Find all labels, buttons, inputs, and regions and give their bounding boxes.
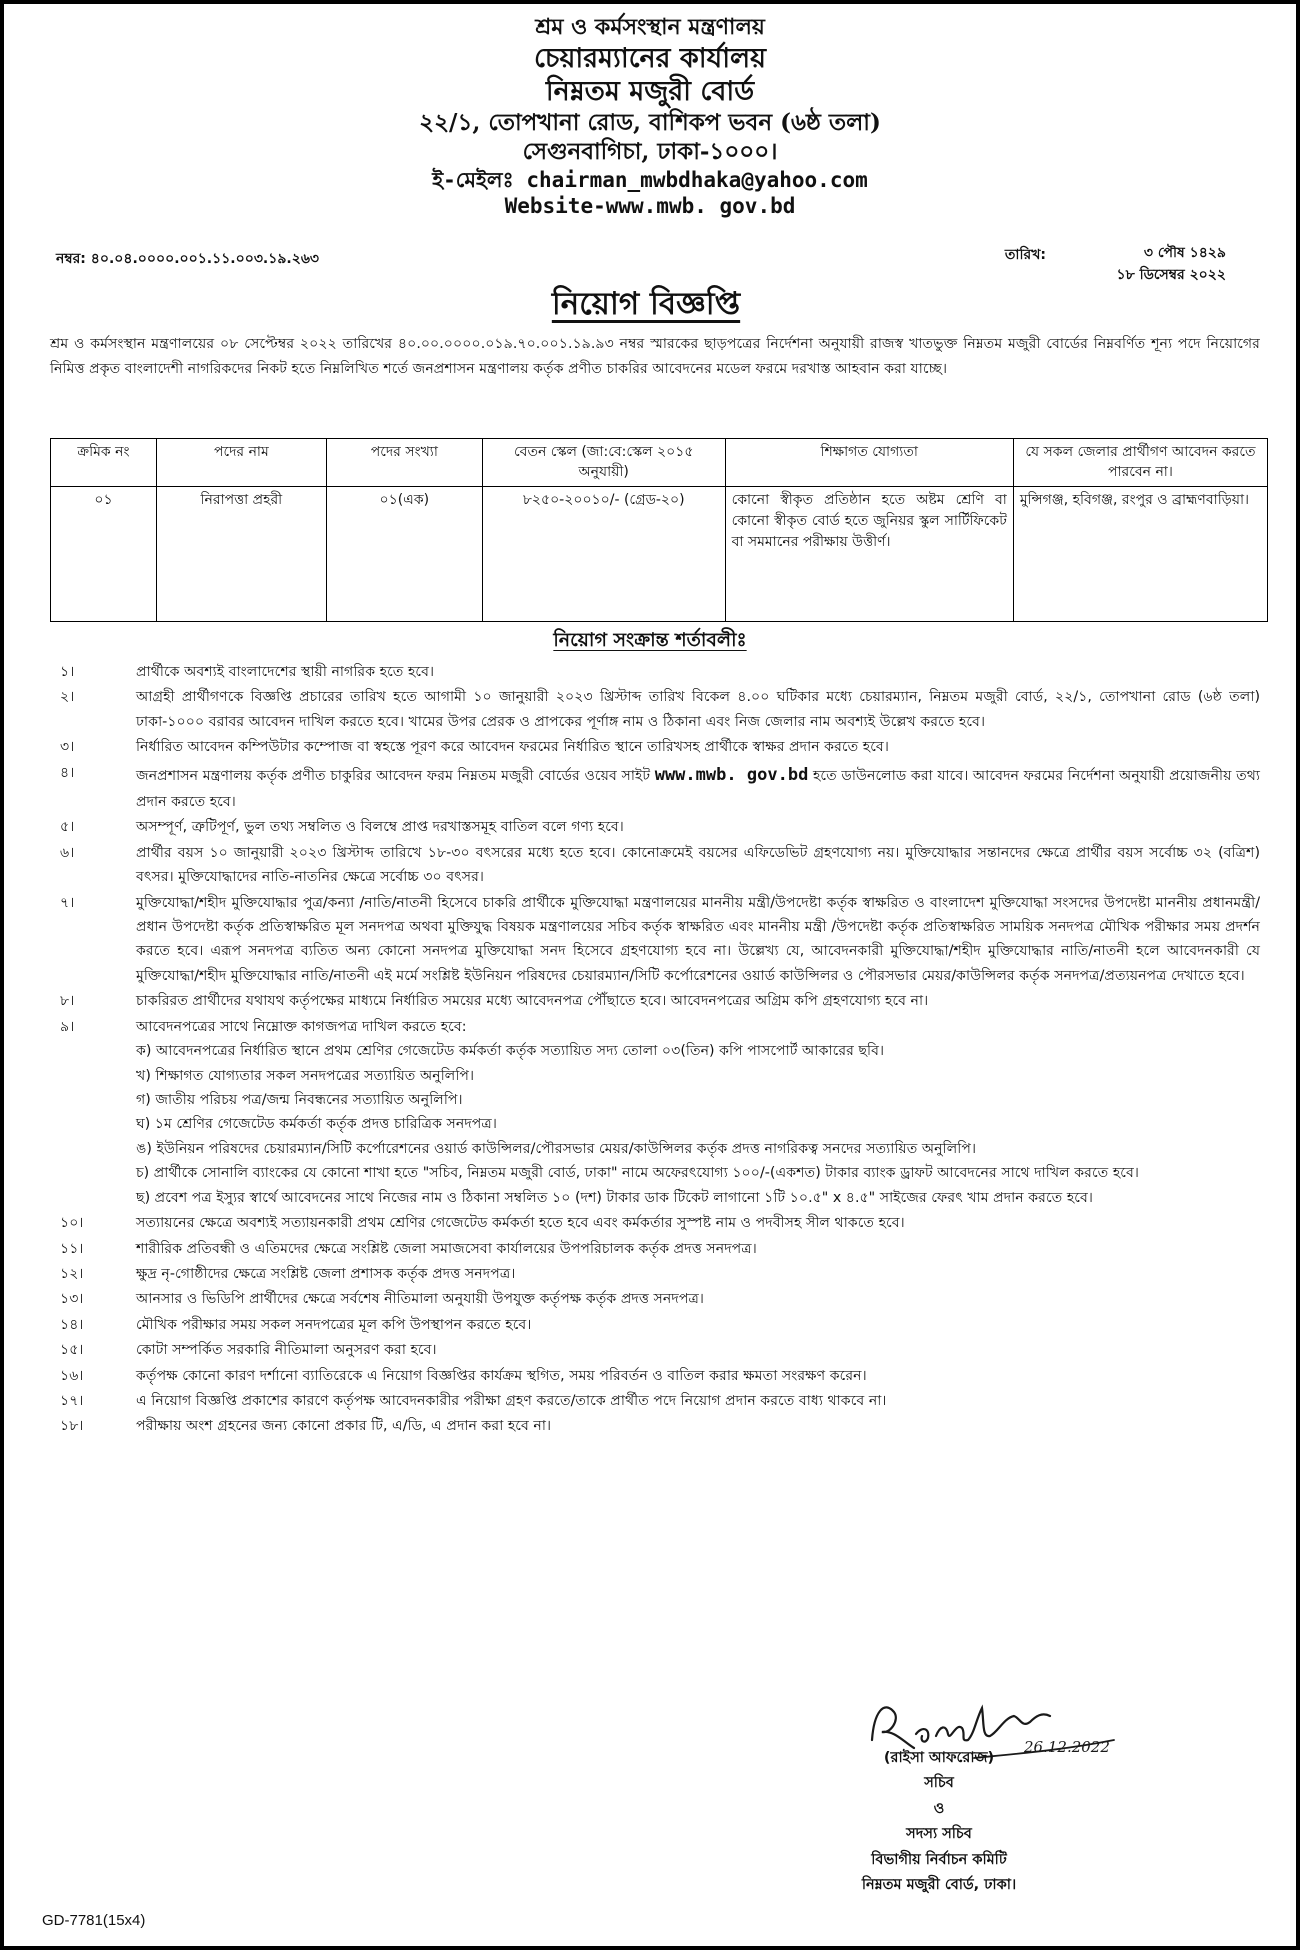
- cell-count: ০১(এক): [326, 486, 482, 621]
- signatory-name: (রাইসা আফরোজ): [883, 1750, 995, 1766]
- condition-item: [50, 1262, 1260, 1286]
- document-item-uma: ঙ) ইউনিয়ন পরিষদের চেয়ারম্যান/সিটি কর্পোরেশনের ওয়ার্ড কাউন্সিলর/পৌরসভার মেয়র/কাউন্সিলর কর্তৃক প্রদত্ত নাগরিকত্ব সনদের সত্যায়িত অনুলিপি।: [136, 1140, 977, 1157]
- conditions-heading: [4, 626, 1296, 658]
- header-post: পদের নাম: [156, 439, 326, 487]
- condition-text: আনসার ও ভিডিপি প্রার্থীদের ক্ষেত্রে সর্বশেষ নীতিমালা অনুযায়ী উপযুক্ত কর্তৃপক্ষ কর্তৃক প্রদত্ত সনদপত্র।: [136, 1291, 704, 1308]
- address-line-2: সেগুনবাগিচা, ঢাকা-১০০০।: [522, 137, 778, 165]
- conditions-title: নিয়োগ সংক্রান্ত শর্তাবলীঃ: [553, 629, 747, 651]
- condition-item: [50, 1313, 1260, 1337]
- table-row: [51, 486, 1268, 621]
- condition-item: [50, 989, 1260, 1013]
- condition-item: [50, 1364, 1260, 1388]
- cell-post: নিরাপত্তা প্রহরী: [156, 486, 326, 621]
- date-english: ১৮ ডিসেম্বর ২০২২: [1116, 266, 1226, 283]
- condition-item: [50, 1237, 1260, 1261]
- gd-code: GD-7781(15x4): [42, 1912, 146, 1929]
- condition-text: প্রার্থীর বয়স ১০ জানুয়ারী ২০২৩ খ্রিস্টাব্দ তারিখে ১৮-৩০ বৎসরের মধ্যে হতে হবে। কোনোক্রমেই বয়সের এফিডেভিট গ্রহণযোগ্য নয়। মুক্তিযোদ্ধার সন্তানদের ক্ষেত্রে প্রার্থীর বয়স সর্বোচ্চ ৩২ (বত্রিশ) বৎসর। মুক্তিযোদ্ধাদের নাতি-নাতনির ক্ষেত্রে সর্বোচ্চ ৩০ বৎসর।: [136, 844, 1260, 886]
- condition-text: কোটা সম্পর্কিত সরকারি নীতিমালা অনুসরণ করা হবে।: [136, 1342, 437, 1359]
- condition-number: ১১।: [60, 1240, 84, 1257]
- condition-text: আগ্রহী প্রার্থীগণকে বিজ্ঞপ্তি প্রচারের তারিখ হতে আগামী ১০ জানুয়ারী ২০২৩ খ্রিস্টাব্দ তারিখ বিকেল ৪.০০ ঘটিকার মধ্যে চেয়ারম্যান, নিম্নতম মজুরী বোর্ড, ২২/১, তোপখানা রোড (৬ষ্ঠ তলা) ঢাকা-১০০০ বরাবর আবেদন দাখিল করতে হবে। খামের উপর প্রেরক ও প্রাপকের পূর্ণাঙ্গ নাম ও ঠিকানা এবং নিজ জেলার নাম অবশ্যই উল্লেখ করতে হবে।: [136, 689, 1260, 730]
- condition-number: ১৮।: [60, 1418, 84, 1435]
- condition-number: ৭।: [60, 894, 75, 911]
- document-item-kha: খ) শিক্ষাগত যোগ্যতার সকল সনদপত্রের সত্যায়িত অনুলিপি।: [136, 1067, 475, 1084]
- document-item-ka: ক) আবেদনপত্রের নির্ধারিত স্থানে প্রথম শ্রেণির গেজেটেড কর্মকর্তা কর্তৃক সত্যায়িত সদ্য তোলা ০৩(তিন) কপি পাসপোর্ট আকারের ছবি।: [136, 1043, 885, 1060]
- document-item-chha: ছ) প্রবেশ পত্র ইস্যুর স্বার্থে আবেদনের সাথে নিজের নাম ও ঠিকানা সম্বলিত ১০ (দশ) টাকার ডাক টিকেট লাগানো ১টি ১০.৫" x ৪.৫" সাইজের ফেরৎ খাম প্রদান করতে হবে।: [136, 1189, 1093, 1206]
- condition-number: ১৫।: [60, 1342, 84, 1359]
- condition-number: ৩।: [60, 739, 75, 756]
- signatory-board: নিম্নতম মজুরী বোর্ড, ঢাকা।: [861, 1876, 1017, 1893]
- letterhead: [4, 4, 1296, 219]
- condition-item: [50, 1389, 1260, 1413]
- condition-number: ১।: [60, 664, 75, 680]
- condition-text: হতে ডাউনলোড করা যাবে। আবেদন ফরমের নির্দেশনা অনুযায়ী প্রয়োজনীয় তথ্য প্রদান করতে হবে।: [136, 767, 1261, 810]
- date-bangla: ৩ পৌষ ১৪২৯: [1143, 245, 1226, 261]
- condition-text: চাকরিরত প্রার্থীদের যথাযথ কর্তৃপক্ষের মাধ্যমে নির্ধারিত সময়ের মধ্যে আবেদনপত্র পৌঁছাতে হবে। আবেদনপত্রের অগ্রিম কপি গ্রহণযোগ্য হবে না।: [136, 993, 929, 1010]
- header-count: পদের সংখ্যা: [326, 439, 482, 487]
- signature-date: 26.12.2022: [1024, 1738, 1110, 1756]
- condition-item: [50, 735, 1260, 759]
- title-box: [542, 280, 750, 326]
- condition-number: ১০।: [60, 1215, 84, 1232]
- document-item-ga: গ) জাতীয় পরিচয় পত্র/জন্ম নিবন্ধনের সত্যায়িত অনুলিপি।: [136, 1091, 463, 1108]
- condition-item: [50, 891, 1260, 989]
- signatory-and: ও: [933, 1800, 945, 1817]
- cell-scale: ৮২৫০-২০০১০/- (গ্রেড-২০): [482, 486, 725, 621]
- condition-number: ১২।: [60, 1265, 84, 1282]
- cell-serial: ০১: [51, 486, 157, 621]
- date-label: তারিখ:: [1004, 247, 1046, 263]
- condition-text: জনপ্রশাসন মন্ত্রণালয় কর্তৃক প্রণীত চাকুরির আবেদন ফরম নিম্নতম মজুরী বোর্ডের ওয়েব সাইট: [136, 767, 651, 784]
- condition-text: পরীক্ষায় অংশ গ্রহনের জন্য কোনো প্রকার টি, এ/ডি, এ প্রদান করা হবে না।: [136, 1418, 552, 1435]
- condition-text: এ নিয়োগ বিজ্ঞপ্তি প্রকাশের কারণে কর্তৃপক্ষ আবেদনকারীর পরীক্ষা গ্রহণ করতে/তাকে প্রার্থীত পদে নিয়োগ প্রদান করতে বাধ্য থাকবে না।: [136, 1393, 887, 1410]
- signatory-member: সদস্য সচিব: [906, 1826, 972, 1843]
- board-name: নিম্নতম মজুরী বোর্ড: [545, 76, 755, 108]
- condition-number: ১৩।: [60, 1291, 84, 1308]
- condition-item: [50, 841, 1260, 890]
- office-name: চেয়ারম্যানের কার্যালয়: [533, 42, 767, 74]
- condition-number: ৬।: [60, 844, 75, 861]
- cell-districts: মুন্সিগঞ্জ, হবিগঞ্জ, রংপুর ও ব্রাহ্মণবাড়িয়া।: [1013, 486, 1267, 621]
- condition-item: [50, 815, 1260, 839]
- email-line: ই-মেইলঃ chairman_mwbdhaka@yahoo.com: [432, 167, 868, 192]
- condition-text: আবেদনপত্রের সাথে নিম্নোক্ত কাগজপত্র দাখিল করতে হবে:: [136, 1018, 467, 1035]
- condition-text: শারীরিক প্রতিবন্ধী ও এতিমদের ক্ষেত্রে সংশ্লিষ্ট জেলা সমাজসেবা কার্যালয়ের উপপরিচালক কর্তৃক প্রদত্ত সনদপত্র।: [136, 1240, 757, 1257]
- condition-item: [50, 1015, 1260, 1210]
- condition-text: অসম্পূর্ণ, ত্রুটিপূর্ণ, ভুল তথ্য সম্বলিত ও বিলম্বে প্রাপ্ত দরখাস্তসমূহ বাতিল বলে গণ্য হবে।: [136, 819, 624, 836]
- condition-number: ১৪।: [60, 1316, 84, 1333]
- signatory-designation: সচিব: [924, 1775, 954, 1792]
- website-url: www.mwb. gov.bd: [654, 764, 809, 785]
- document-item-gha: ঘ) ১ম শ্রেণির গেজেটেড কর্মকর্তা কর্তৃক প্রদত্ত চারিত্রিক সনদপত্র।: [136, 1116, 497, 1133]
- condition-number: ৮।: [60, 993, 75, 1010]
- condition-number: ১৭।: [60, 1393, 84, 1410]
- cell-education: কোনো স্বীকৃত প্রতিষ্ঠান হতে অষ্টম শ্রেণি বা কোনো স্বীকৃত বোর্ড হতে জুনিয়র স্কুল সার্টিফিকেট বা সমমানের পরীক্ষায় উত্তীর্ণ।: [725, 486, 1013, 621]
- condition-text: ক্ষুদ্র নৃ-গোষ্ঠীদের ক্ষেত্রে সংশ্লিষ্ট জেলা প্রশাসক কর্তৃক প্রদত্ত সনদপত্র।: [136, 1265, 516, 1282]
- condition-item: [50, 1287, 1260, 1311]
- signatory-committee: বিভাগীয় নির্বাচন কমিটি: [871, 1851, 1007, 1868]
- header-serial: ক্রমিক নং: [51, 439, 157, 487]
- header-districts: যে সকল জেলার প্রার্থীগণ আবেদন করতে পারবেন না।: [1013, 439, 1267, 487]
- conditions-list: [50, 660, 1260, 1440]
- condition-number: ৯।: [60, 1018, 75, 1035]
- condition-number: ৪।: [60, 764, 75, 781]
- intro-paragraph: শ্রম ও কর্মসংস্থান মন্ত্রণালয়ের ০৮ সেপ্টেম্বর ২০২২ তারিখের ৪০.০০.০০০০.০১৯.৭০.০০১.১৯.৯৩ নম্বর স্মারকের ছাড়পত্রের নির্দেশনা অনুযায়ী রাজস্ব খাতভুক্ত নিম্নতম মজুরী বোর্ডের নিম্নবর্ণিত শূন্য পদে নিয়োগের নিমিত্ত প্রকৃত বাংলাদেশী নাগরিকদের নিকট হতে নিম্নলিখিত শর্তে জনপ্রশাসন মন্ত্রণালয় কর্তৃক প্রণীত চাকরির আবেদনের মডেল ফরমে দরখাস্ত আহবান করা যাচ্ছে।: [50, 336, 1260, 377]
- signatory-block: [774, 1684, 1104, 1898]
- condition-text: নির্ধারিত আবেদন কম্পিউটার কম্পোজ বা স্বহস্তে পূরণ করে আবেদন ফরমের নির্ধারিত স্থানে তারিখসহ প্রার্থীকে স্বাক্ষর প্রদান করতে হবে।: [136, 739, 889, 756]
- memo-number: নম্বর: ৪০.০৪.০০০০.০০১.১১.০০৩.১৯.২৬৩: [56, 251, 320, 267]
- condition-item: [50, 1338, 1260, 1362]
- memo-date: [1117, 243, 1226, 286]
- condition-item: [50, 1211, 1260, 1235]
- condition-item: [50, 1414, 1260, 1438]
- condition-item: [50, 660, 1260, 684]
- document-item-cha: চ) প্রার্থীকে সোনালি ব্যাংকের যে কোনো শাখা হতে "সচিব, নিম্নতম মজুরী বোর্ড, ঢাকা" নামে অফেরৎযোগ্য ১০০/-(একশত) টাকার ব্যাংক ড্রাফট আবেদনের সাথে দাখিল করতে হবে।: [136, 1165, 1139, 1182]
- header-scale: বেতন স্কেল (জা:বে:স্কেল ২০১৫ অনুযায়ী): [482, 439, 725, 487]
- vacancy-table: [50, 438, 1268, 622]
- condition-text: সত্যায়নের ক্ষেত্রে অবশ্যই সত্যায়নকারী প্রথম শ্রেণির গেজেটেড কর্মকর্তা হতে হবে এবং কর্মকর্তার সুস্পষ্ট নাম ও পদবীসহ সীল থাকতে হবে।: [136, 1215, 905, 1232]
- condition-item: [50, 685, 1260, 734]
- condition-text: মৌখিক পরীক্ষার সময় সকল সনদপত্রের মূল কপি উপস্থাপন করতে হবে।: [136, 1316, 532, 1333]
- table-header-row: [51, 439, 1268, 487]
- condition-number: ২।: [60, 689, 75, 706]
- condition-number: ১৬।: [60, 1367, 84, 1384]
- website-line: Website-www.mwb. gov.bd: [504, 193, 796, 218]
- header-education: শিক্ষাগত যোগ্যতা: [725, 439, 1013, 487]
- address-line-1: ২২/১, তোপখানা রোড, বাশিকপ ভবন (৬ষ্ঠ তলা): [419, 109, 881, 136]
- condition-number: ৫।: [60, 819, 75, 836]
- condition-text: কর্তৃপক্ষ কোনো কারণ দর্শানো ব্যাতিরেকে এ নিয়োগ বিজ্ঞপ্তির কার্যক্রম স্থগিত, সময় পরিবর্তন ও বাতিল করার ক্ষমতা সংরক্ষণ করেন।: [136, 1367, 867, 1384]
- notice-title: নিয়োগ বিজ্ঞপ্তি: [551, 286, 741, 322]
- ministry-name: শ্রম ও কর্মসংস্থান মন্ত্রণালয়: [535, 14, 765, 40]
- condition-text: প্রার্থীকে অবশ্যই বাংলাদেশের স্থায়ী নাগরিক হতে হবে।: [136, 664, 435, 680]
- condition-text: মুক্তিযোদ্ধা/শহীদ মুক্তিযোদ্ধার পুত্র/কন্যা /নাতি/নাতনী হিসেবে চাকরি প্রার্থীকে মুক্তিযোদ্ধা মন্ত্রণালয়ের মাননীয় মন্ত্রী/উপদেষ্টা কর্তৃক স্বাক্ষরিত ও বাংলাদেশ মুক্তিযোদ্ধা সংসদের উপদেষ্টা মাননীয় প্রধানমন্ত্রী/প্রধান উপদেষ্টা কর্তৃক প্রতিস্বাক্ষরিত মূল সনদপত্র অথবা মুক্তিযুদ্ধ বিষয়ক মন্ত্রণালয়ের সচিব কর্তৃক স্বাক্ষরিত এবং মাননীয় মন্ত্রী /উপদেষ্টা কর্তৃক প্রতিস্বাক্ষরিত সাময়িক সনদপত্র মৌখিক পরীক্ষার সময় প্রদর্শন করতে হবে। এরূপ সনদপত্র ব্যতিত অন্য কোনো সনদপত্র মুক্তিযোদ্ধা সনদ হিসেবে গ্রহণযোগ্য হবে না। উল্লেখ্য যে, আবেদনকারী মুক্তিযোদ্ধা/শহীদ মুক্তিযোদ্ধার নাতি/নাতনী হলে আবেদনকারী যে মুক্তিযোদ্ধা/শহীদ মুক্তিযোদ্ধার নাতি/নাতনী এই মর্মে সংশ্লিষ্ট ইউনিয়ন পরিষদের চেয়ারম্যান/সিটি কর্পোরেশনের ওয়ার্ড কাউন্সিলর ও পৌরসভার মেয়র/কাউন্সিলর কর্তৃক সনদপত্র/প্রত্যয়নপত্র দেখাতে হবে।: [136, 894, 1260, 984]
- condition-item: [50, 761, 1260, 815]
- signature-space: [774, 1684, 1104, 1746]
